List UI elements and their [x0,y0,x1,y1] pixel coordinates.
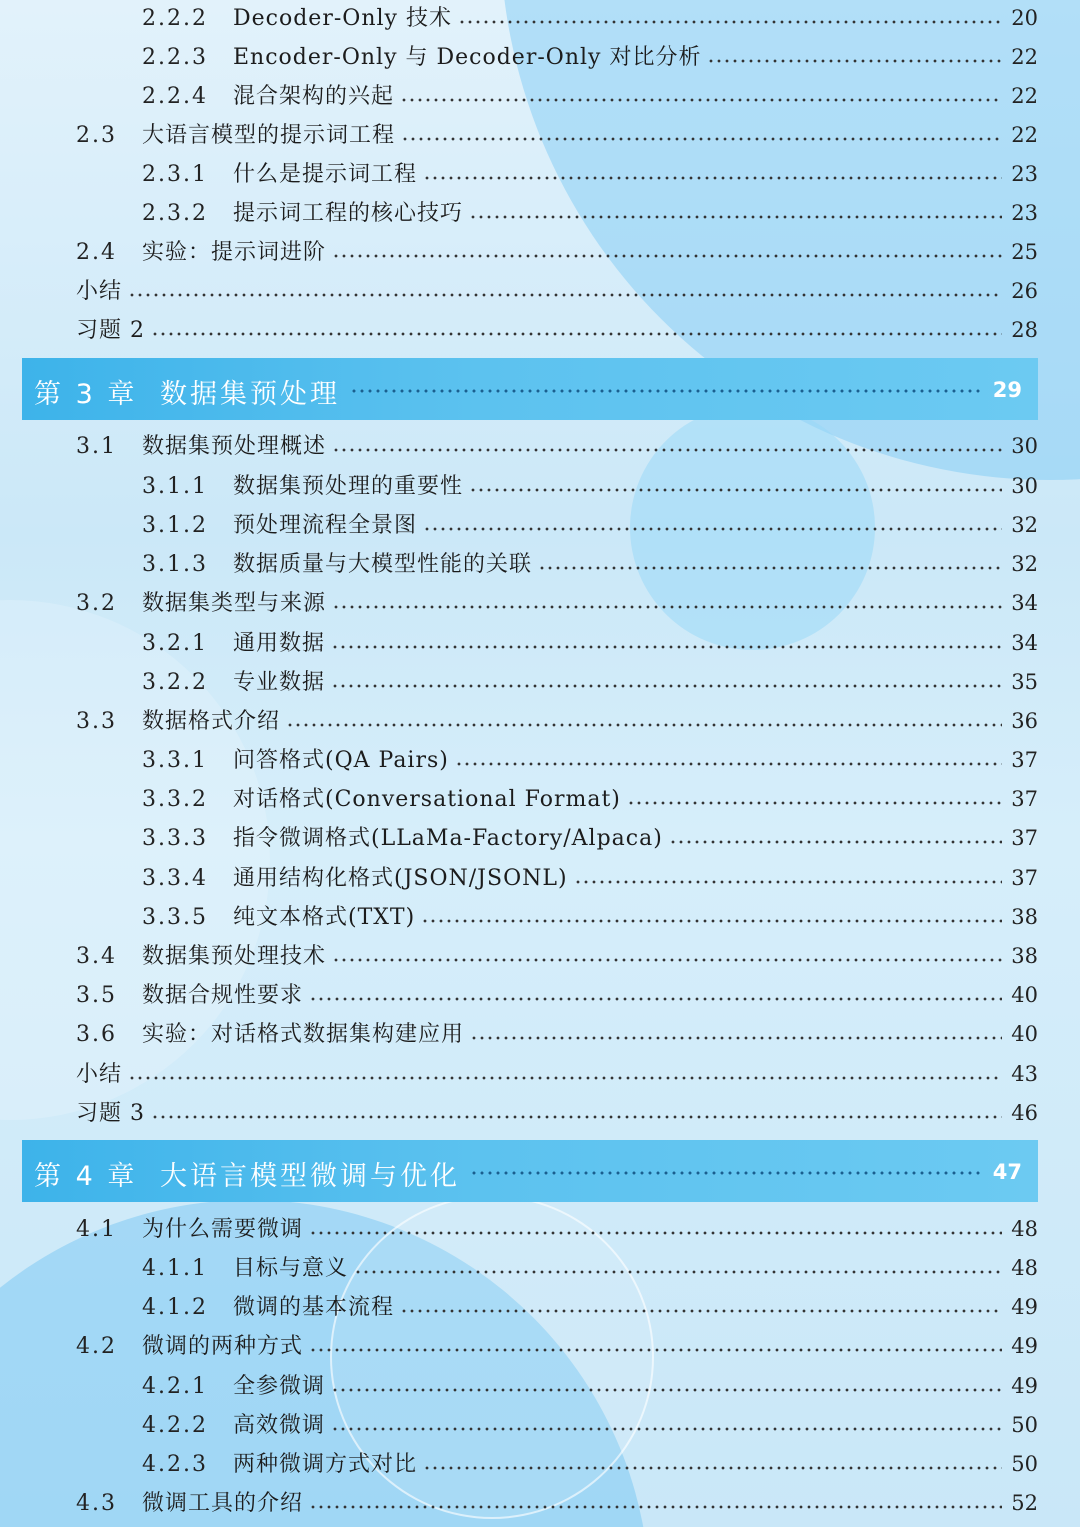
page-number: 37 [1011,826,1038,850]
section-title: 什么是提示词工程 [233,161,418,187]
section-title: Encoder-Only 与 Decoder-Only 对比分析 [233,44,702,70]
section-title: 全参微调 [233,1373,326,1399]
section-title: 为什么需要微调 [142,1216,304,1242]
dot-leader [423,527,1002,531]
section-title: 数据集预处理的重要性 [233,473,464,499]
toc-section-entry[interactable] [0,976,1080,1015]
toc-section-entry[interactable] [0,116,1080,155]
section-number: 4.1.1 [142,1255,208,1281]
dot-leader [458,20,1002,24]
toc-subsection-entry[interactable] [0,155,1080,194]
toc-section-entry[interactable] [0,427,1080,466]
section-number: 2.2.3 [142,44,208,70]
toc-subsection-entry[interactable] [0,741,1080,780]
section-title: 实验：提示词进阶 [142,239,327,265]
section-title: 专业数据 [233,669,326,695]
section-title: 数据质量与大模型性能的关联 [233,551,533,577]
page-number: 37 [1011,748,1038,772]
chapter-heading[interactable] [22,358,1038,420]
page-number: 47 [992,1160,1022,1184]
section-title: 大语言模型的提示词工程 [142,122,396,148]
section-number: 3.3 [76,708,117,734]
dot-leader [332,254,1002,258]
section-number: 3.2 [76,590,117,616]
section-title: 预处理流程全景图 [233,512,418,538]
toc-subsection-entry[interactable] [0,1367,1080,1406]
section-number: 4.1.2 [142,1294,208,1320]
page-number: 34 [1011,591,1038,615]
section-number: 2.3 [76,122,117,148]
page-number: 48 [1011,1256,1038,1280]
toc-section-entry[interactable] [0,1484,1080,1523]
toc-subsection-entry[interactable] [0,194,1080,233]
dot-leader [455,762,1002,766]
page-number: 49 [1011,1295,1038,1319]
section-number: 2.2.4 [142,83,208,109]
page-number: 43 [1011,1062,1038,1086]
toc-subsection-entry[interactable] [0,819,1080,858]
section-number: 3.6 [76,1021,117,1047]
section-title: 通用结构化格式(JSON/JSONL) [233,865,568,891]
section-title: 纯文本格式(TXT) [233,904,416,930]
section-title: Decoder-Only 技术 [233,5,452,31]
dot-leader [151,332,1002,336]
toc-subsection-entry[interactable] [0,1445,1080,1484]
dot-leader [151,1115,1002,1119]
dot-leader [421,919,1002,923]
section-title: 通用数据 [233,630,326,656]
section-number: 3.3.1 [142,747,208,773]
toc-section-entry[interactable] [0,937,1080,976]
page-number: 32 [1011,552,1038,576]
toc-section-entry[interactable] [0,1015,1080,1054]
page-number: 46 [1011,1101,1038,1125]
dot-leader [354,1270,1002,1274]
section-number: 3.1.2 [142,512,208,538]
section-title: 微调工具的介绍 [142,1490,304,1516]
toc-section-entry[interactable] [0,1327,1080,1366]
toc-subsection-entry[interactable] [0,663,1080,702]
section-number: 2.3.1 [142,161,208,187]
page-number: 52 [1011,1491,1038,1515]
toc-subsection-entry[interactable] [0,624,1080,663]
page-number: 30 [1011,434,1038,458]
toc-subsection-entry[interactable] [0,1288,1080,1327]
page-number: 20 [1011,6,1038,30]
dot-leader [470,1036,1002,1040]
toc-subsection-entry[interactable] [0,38,1080,77]
page-number: 40 [1011,1022,1038,1046]
toc-summary-entry[interactable] [0,1094,1080,1133]
dot-leader [332,605,1002,609]
section-number: 3.3.2 [142,786,208,812]
section-number: 3.3.5 [142,904,208,930]
dot-leader [423,176,1002,180]
section-title: 数据格式介绍 [142,708,281,734]
section-number: 2.4 [76,239,117,265]
section-number: 3.1.3 [142,551,208,577]
dot-leader [669,840,1002,844]
dot-leader [128,293,1002,297]
dot-leader [309,997,1002,1001]
dot-leader [469,215,1002,219]
page-number: 38 [1011,944,1038,968]
section-number: 4.2.2 [142,1412,208,1438]
dot-leader [400,98,1002,102]
section-number: 4.2 [76,1333,117,1359]
dot-leader [627,801,1002,805]
chapter-number: 第 4 章 [34,1161,138,1192]
page-number: 35 [1011,670,1038,694]
toc-subsection-entry[interactable] [0,506,1080,545]
section-title: 习题 2 [76,317,145,343]
dot-leader [331,684,1002,688]
dot-leader [401,137,1002,141]
chapter-title: 大语言模型微调与优化 [160,1161,460,1192]
toc-section-entry[interactable] [0,1210,1080,1249]
dot-leader [538,566,1002,570]
toc-section-entry[interactable] [0,233,1080,272]
section-number: 3.4 [76,943,117,969]
page-number: 37 [1011,866,1038,890]
dot-leader [469,488,1002,492]
section-title: 提示词工程的核心技巧 [233,200,464,226]
page-number: 29 [992,378,1022,402]
section-number: 3.2.1 [142,630,208,656]
dot-leader [309,1505,1002,1509]
section-number: 4.3 [76,1490,117,1516]
section-number: 3.3.4 [142,865,208,891]
toc-subsection-entry[interactable] [0,1249,1080,1288]
page-number: 50 [1011,1413,1038,1437]
page-number: 34 [1011,631,1038,655]
toc-subsection-entry[interactable] [0,0,1080,38]
section-number: 4.1 [76,1216,117,1242]
section-number: 3.1 [76,433,117,459]
dot-leader [350,389,982,393]
dot-leader [309,1231,1002,1235]
chapter-number: 第 3 章 [34,379,138,410]
section-number: 2.2.2 [142,5,208,31]
dot-leader [707,59,1002,63]
section-title: 指令微调格式(LLaMa-Factory/Alpaca) [233,825,663,851]
section-number: 4.2.3 [142,1451,208,1477]
dot-leader [423,1466,1002,1470]
section-title: 混合架构的兴起 [233,83,395,109]
dot-leader [574,880,1002,884]
section-title: 两种微调方式对比 [233,1451,418,1477]
page-number: 38 [1011,905,1038,929]
section-number: 3.3.3 [142,825,208,851]
page-number: 32 [1011,513,1038,537]
page-number: 49 [1011,1374,1038,1398]
chapter-title: 数据集预处理 [160,379,340,410]
toc-summary-entry[interactable] [0,1055,1080,1094]
page-number: 48 [1011,1217,1038,1241]
section-number: 3.1.1 [142,473,208,499]
dot-leader [400,1309,1002,1313]
toc-subsection-entry[interactable] [0,859,1080,898]
page-number: 22 [1011,45,1038,69]
page-number: 22 [1011,84,1038,108]
toc-summary-entry[interactable] [0,311,1080,350]
dot-leader [309,1348,1002,1352]
dot-leader [332,958,1002,962]
page-number: 36 [1011,709,1038,733]
page-number: 22 [1011,123,1038,147]
toc-summary-entry[interactable] [0,272,1080,311]
page-number: 37 [1011,787,1038,811]
section-number: 4.2.1 [142,1373,208,1399]
section-title: 小结 [76,1061,123,1087]
section-number: 3.2.2 [142,669,208,695]
dot-leader [331,645,1002,649]
section-title: 高效微调 [233,1412,326,1438]
section-number: 2.3.2 [142,200,208,226]
section-title: 数据合规性要求 [142,982,304,1008]
section-title: 对话格式(Conversational Format) [233,786,621,812]
dot-leader [470,1171,982,1175]
dot-leader [331,1388,1002,1392]
page-number: 49 [1011,1334,1038,1358]
page-number: 28 [1011,318,1038,342]
section-number: 3.5 [76,982,117,1008]
section-title: 目标与意义 [233,1255,349,1281]
toc-subsection-entry[interactable] [0,77,1080,116]
toc-subsection-entry[interactable] [0,1406,1080,1445]
section-title: 微调的基本流程 [233,1294,395,1320]
page-number: 23 [1011,201,1038,225]
toc-subsection-entry[interactable] [0,467,1080,506]
chapter-heading[interactable] [22,1140,1038,1202]
dot-leader [128,1076,1002,1080]
page-number: 23 [1011,162,1038,186]
dot-leader [332,448,1002,452]
section-title: 小结 [76,278,123,304]
section-title: 微调的两种方式 [142,1333,304,1359]
dot-leader [331,1427,1002,1431]
page-number: 40 [1011,983,1038,1007]
page-number: 30 [1011,474,1038,498]
toc-subsection-entry[interactable] [0,898,1080,937]
page-number: 50 [1011,1452,1038,1476]
section-title: 习题 3 [76,1100,145,1126]
toc-subsection-entry[interactable] [0,545,1080,584]
dot-leader [286,723,1002,727]
page-number: 26 [1011,279,1038,303]
section-title: 实验：对话格式数据集构建应用 [142,1021,465,1047]
page-number: 25 [1011,240,1038,264]
section-title: 数据集预处理技术 [142,943,327,969]
section-title: 问答格式(QA Pairs) [233,747,449,773]
toc-section-entry[interactable] [0,584,1080,623]
section-title: 数据集预处理概述 [142,433,327,459]
toc-subsection-entry[interactable] [0,780,1080,819]
section-title: 数据集类型与来源 [142,590,327,616]
toc-section-entry[interactable] [0,702,1080,741]
